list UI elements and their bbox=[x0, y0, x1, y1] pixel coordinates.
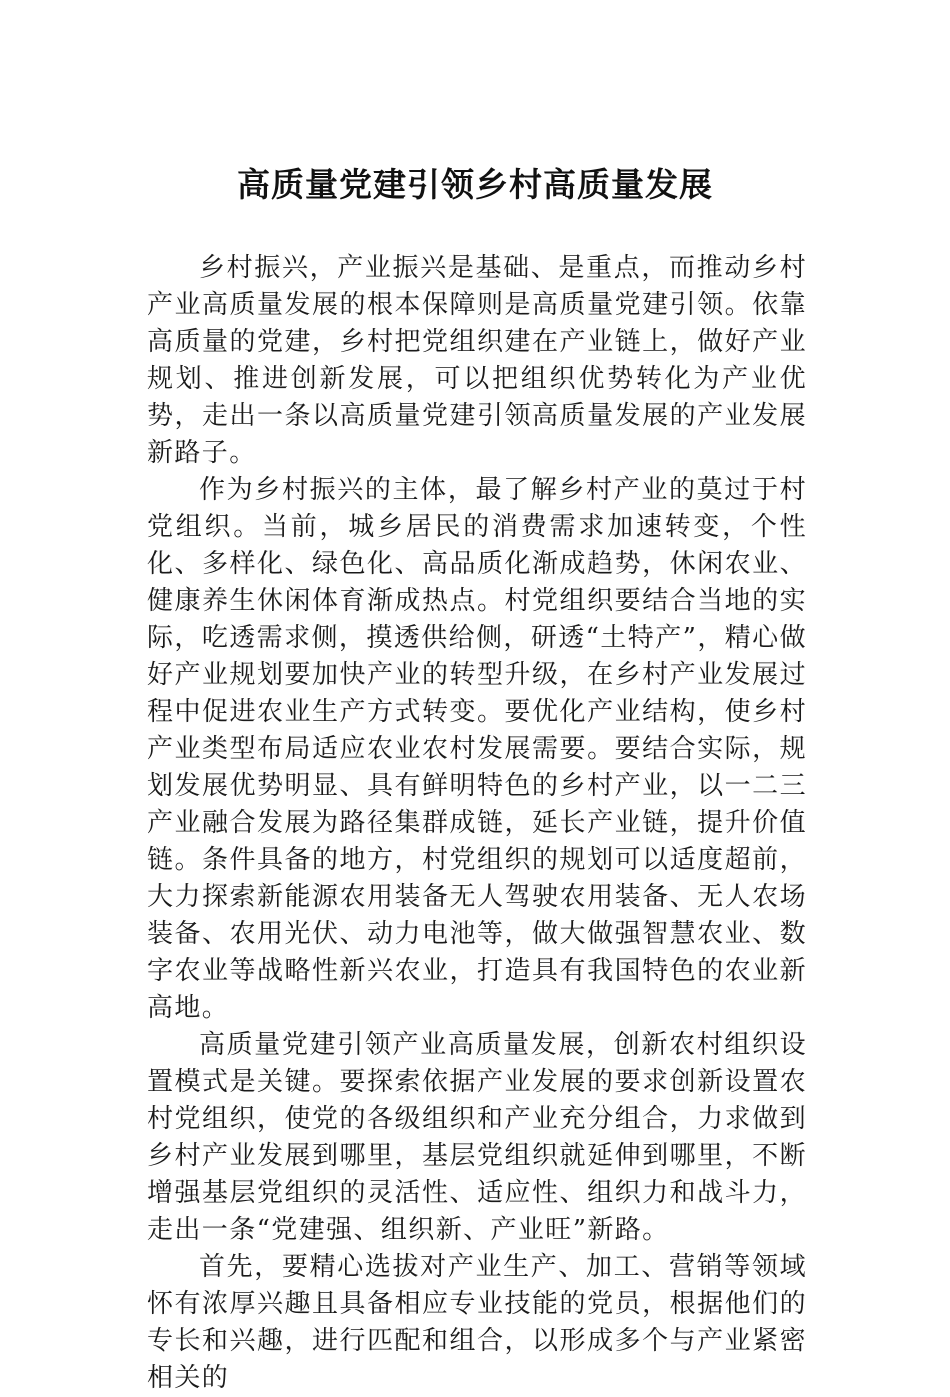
paragraph-4: 首先，要精心选拔对产业生产、加工、营销等领域怀有浓厚兴趣且具备相应专业技能的党员，根据他们的专长和兴趣，进行匹配和组合，以形成多个与产业紧密相关的 bbox=[147, 1252, 807, 1393]
document-title: 高质量党建引领乡村高质量发展 bbox=[237, 165, 713, 204]
paragraph-3: 高质量党建引领产业高质量发展，创新农村组织设置模式是关键。要探索依据产业发展的要求创新设置农村党组织，使党的各级组织和产业充分组合，力求做到乡村产业发展到哪里，基层党组织就延伸到哪里，不断增强基层党组织的灵活性、适应性、组织力和战斗力，走出一条“党建强、组织新、产业旺”新路。 bbox=[147, 1030, 807, 1245]
paragraph-1: 乡村振兴，产业振兴是基础、是重点，而推动乡村产业高质量发展的根本保障则是高质量党建引领。依靠高质量的党建，乡村把党组织建在产业链上，做好产业规划、推进创新发展，可以把组织优势转化为产业优势，走出一条以高质量党建引领高质量发展的产业发展新路子。 bbox=[147, 253, 807, 468]
paragraph-2: 作为乡村振兴的主体，最了解乡村产业的莫过于村党组织。当前，城乡居民的消费需求加速转变，个性化、多样化、绿色化、高品质化渐成趋势，休闲农业、健康养生休闲体育渐成热点。村党组织要结合当地的实际，吃透需求侧，摸透供给侧，研透“土特产”，精心做好产业规划要加快产业的转型升级，在乡村产业发展过程中促进农业生产方式转变。要优化产业结构，使乡村产业类型布局适应农业农村发展需要。要结合实际，规划发展优势明显、具有鲜明特色的乡村产业，以一二三产业融合发展为路径集群成链，延长产业链，提升价值链。条件具备的地方，村党组织的规划可以适度超前，大力探索新能源农用装备无人驾驶农用装备、无人农场装备、农用光伏、动力电池等，做大做强智慧农业、数字农业等战略性新兴农业，打造具有我国特色的农业新高地。 bbox=[147, 475, 807, 1023]
document-body bbox=[147, 250, 807, 1397]
